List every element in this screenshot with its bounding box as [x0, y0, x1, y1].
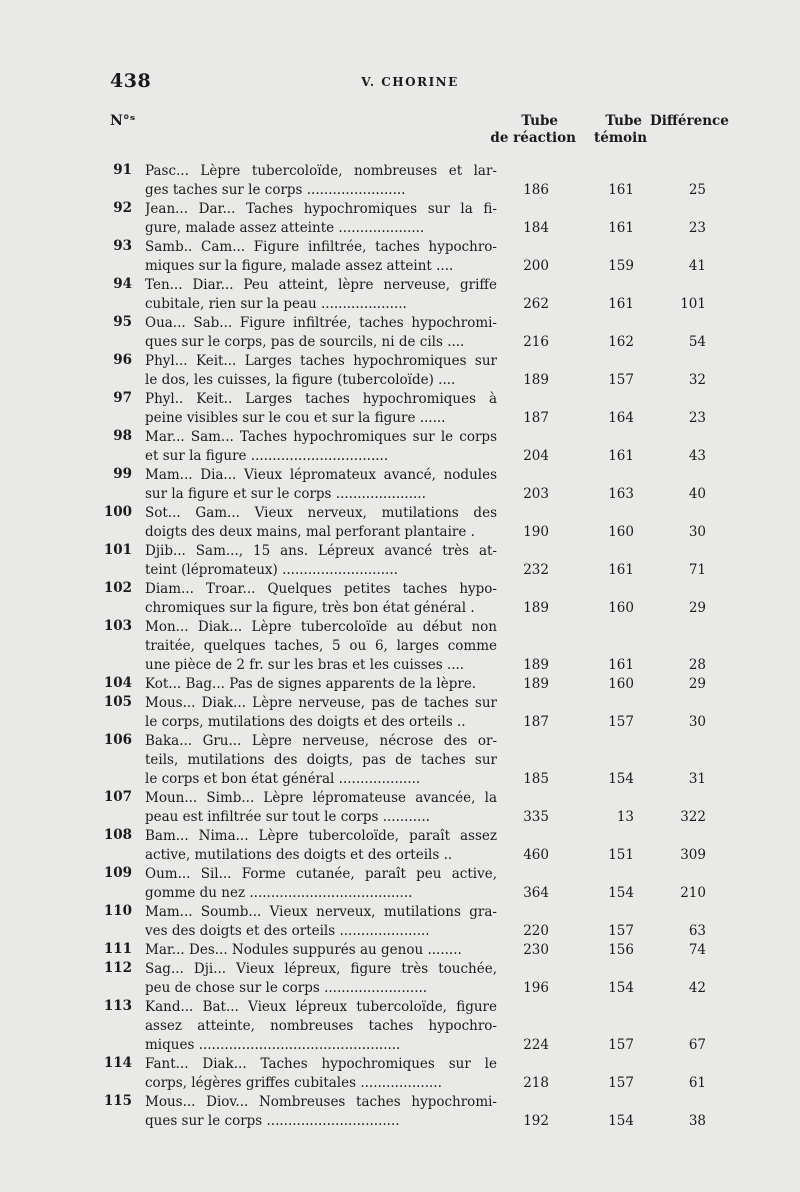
entry-text-line: peu de chose sur le corps ........................: [145, 980, 428, 996]
value-difference: 38: [688, 1113, 706, 1129]
entry-text-line: assez atteinte, nombreuses taches hypochro-: [145, 1018, 497, 1034]
value-reaction: 189: [523, 372, 549, 388]
value-difference: 29: [688, 600, 706, 616]
entry-number: 109: [103, 865, 132, 881]
value-difference: 23: [688, 220, 706, 236]
column-header-temoin-line1: Tube: [605, 113, 642, 129]
value-temoin: 161: [608, 448, 634, 464]
entry-text-line: miques sur la figure, malade assez atteint ....: [145, 258, 454, 274]
value-difference: 30: [688, 714, 706, 730]
value-reaction: 218: [523, 1075, 549, 1091]
value-difference: 29: [688, 676, 706, 692]
value-temoin: 161: [608, 182, 634, 198]
value-difference: 71: [688, 562, 706, 578]
value-difference: 31: [688, 771, 706, 787]
value-temoin: 157: [608, 923, 634, 939]
value-temoin: 160: [608, 676, 634, 692]
entry-text-line: Samb.. Cam... Figure infiltrée, taches hypochro-: [145, 239, 497, 255]
entry-number: 97: [113, 390, 132, 406]
entry-number: 94: [113, 276, 132, 292]
entry-text-line: corps, légères griffes cubitales ...................: [145, 1075, 442, 1091]
entry-number: 107: [103, 789, 132, 805]
entry-text-line: cubitale, rien sur la peau ....................: [145, 296, 407, 312]
value-reaction: 335: [523, 809, 549, 825]
entry-number: 111: [103, 941, 132, 957]
value-difference: 61: [688, 1075, 706, 1091]
entry-text-line: le corps, mutilations des doigts et des orteils ..: [145, 714, 466, 730]
value-temoin: 162: [608, 334, 634, 350]
value-reaction: 184: [523, 220, 549, 236]
entry-number: 91: [113, 162, 132, 178]
value-reaction: 196: [523, 980, 549, 996]
value-temoin: 157: [608, 1075, 634, 1091]
value-reaction: 189: [523, 676, 549, 692]
value-reaction: 189: [523, 657, 549, 673]
value-temoin: 157: [608, 372, 634, 388]
column-header-temoin-line2: témoin: [594, 130, 648, 146]
entry-text-line: Sag... Dji... Vieux lépreux, figure très touchée,: [145, 961, 497, 977]
entry-text-line: Mar... Des... Nodules suppurés au genou ........: [145, 942, 462, 958]
entry-number: 104: [103, 675, 132, 691]
value-difference: 309: [680, 847, 706, 863]
value-reaction: 185: [523, 771, 549, 787]
entry-text-line: traitée, quelques taches, 5 ou 6, larges comme: [145, 638, 497, 654]
running-head: V. CHORINE: [361, 75, 459, 89]
value-difference: 41: [688, 258, 706, 274]
value-difference: 30: [688, 524, 706, 540]
entry-number: 113: [103, 998, 132, 1014]
value-temoin: 163: [608, 486, 634, 502]
entry-text-line: peine visibles sur le cou et sur la figure ......: [145, 410, 446, 426]
value-reaction: 204: [523, 448, 549, 464]
entry-text-line: teint (lépromateux) ...........................: [145, 562, 398, 578]
entry-number: 101: [103, 542, 132, 558]
value-temoin: 156: [608, 942, 634, 958]
page-number: 438: [110, 70, 152, 92]
value-temoin: 164: [608, 410, 634, 426]
value-reaction: 189: [523, 600, 549, 616]
value-temoin: 161: [608, 220, 634, 236]
value-difference: 40: [688, 486, 706, 502]
entry-number: 108: [103, 827, 132, 843]
value-temoin: 159: [608, 258, 634, 274]
value-reaction: 192: [523, 1113, 549, 1129]
entry-number: 112: [103, 960, 132, 976]
value-reaction: 187: [523, 410, 549, 426]
value-reaction: 190: [523, 524, 549, 540]
value-reaction: 186: [523, 182, 549, 198]
value-difference: 74: [688, 942, 706, 958]
value-temoin: 154: [608, 885, 634, 901]
entry-text-line: ques sur le corps ...............................: [145, 1113, 400, 1129]
value-reaction: 187: [523, 714, 549, 730]
entry-number: 110: [103, 903, 132, 919]
value-reaction: 200: [523, 258, 549, 274]
entry-text-line: Phyl... Keit... Larges taches hypochromiques sur: [145, 353, 497, 369]
value-temoin: 160: [608, 524, 634, 540]
entry-text-line: Kand... Bat... Vieux lépreux tubercoloïde, figure: [145, 999, 497, 1015]
entry-text-line: Oua... Sab... Figure infiltrée, taches hypochromi-: [145, 315, 497, 331]
value-reaction: 203: [523, 486, 549, 502]
entry-number: 114: [103, 1055, 132, 1071]
value-temoin: 151: [608, 847, 634, 863]
entry-text-line: Mam... Soumb... Vieux nerveux, mutilations gra-: [145, 904, 497, 920]
entry-text-line: ges taches sur le corps .......................: [145, 182, 406, 198]
entry-text-line: teils, mutilations des doigts, pas de taches sur: [145, 752, 497, 768]
entry-text-line: Mam... Dia... Vieux lépromateux avancé, nodules: [145, 467, 497, 483]
column-header-reaction-line1: Tube: [521, 113, 558, 129]
value-difference: 54: [688, 334, 706, 350]
column-header-difference: Différence: [650, 113, 729, 129]
entry-text-line: gomme du nez ......................................: [145, 885, 413, 901]
value-reaction: 460: [523, 847, 549, 863]
entry-number: 99: [113, 466, 132, 482]
entry-text-line: une pièce de 2 fr. sur les bras et les cuisses ....: [145, 657, 465, 673]
entry-text-line: Bam... Nima... Lèpre tubercoloïde, paraît assez: [145, 828, 497, 844]
entry-text-line: Pasc... Lèpre tubercoloïde, nombreuses et lar-: [145, 163, 497, 179]
entry-text-line: Ten... Diar... Peu atteint, lèpre nerveuse, griffe: [145, 277, 497, 293]
entry-number: 93: [113, 238, 132, 254]
value-temoin: 154: [608, 771, 634, 787]
value-reaction: 220: [523, 923, 549, 939]
value-difference: 43: [688, 448, 706, 464]
entry-text-line: Jean... Dar... Taches hypochromiques sur la fi-: [145, 201, 497, 217]
value-temoin: 157: [608, 714, 634, 730]
entry-text-line: Oum... Sil... Forme cutanée, paraît peu active,: [145, 866, 497, 882]
value-difference: 210: [680, 885, 706, 901]
value-difference: 28: [688, 657, 706, 673]
entry-number: 102: [103, 580, 132, 596]
value-difference: 63: [688, 923, 706, 939]
entry-text-line: Diam... Troar... Quelques petites taches hypo-: [145, 581, 497, 597]
entry-text-line: gure, malade assez atteinte ....................: [145, 220, 425, 236]
entry-text-line: le dos, les cuisses, la figure (tubercoloïde) ....: [145, 372, 456, 388]
value-temoin: 157: [608, 1037, 634, 1053]
entry-text-line: Mous... Diov... Nombreuses taches hypochromi-: [145, 1094, 497, 1110]
entry-text-line: Mar... Sam... Taches hypochromiques sur le corps: [145, 429, 497, 445]
value-temoin: 161: [608, 657, 634, 673]
value-temoin: 160: [608, 600, 634, 616]
value-reaction: 230: [523, 942, 549, 958]
entry-text-line: Mon... Diak... Lèpre tubercoloïde au début non: [145, 619, 497, 635]
value-temoin: 13: [616, 809, 634, 825]
value-reaction: 364: [523, 885, 549, 901]
value-reaction: 262: [523, 296, 549, 312]
entry-number: 98: [113, 428, 132, 444]
value-difference: 322: [680, 809, 706, 825]
entry-number: 103: [103, 618, 132, 634]
entry-text-line: et sur la figure ................................: [145, 448, 389, 464]
value-reaction: 216: [523, 334, 549, 350]
column-header-reaction-line2: de réaction: [490, 130, 576, 146]
value-reaction: 232: [523, 562, 549, 578]
entry-text-line: Sot... Gam... Vieux nerveux, mutilations des: [145, 505, 497, 521]
value-difference: 32: [688, 372, 706, 388]
value-temoin: 161: [608, 562, 634, 578]
value-difference: 67: [688, 1037, 706, 1053]
value-difference: 101: [680, 296, 706, 312]
entry-text-line: sur la figure et sur le corps .....................: [145, 486, 426, 502]
entry-number: 106: [103, 732, 132, 748]
value-difference: 23: [688, 410, 706, 426]
entry-text-line: Mous... Diak... Lèpre nerveuse, pas de taches sur: [145, 695, 497, 711]
column-header-number: N°ˢ: [110, 113, 136, 129]
entry-text-line: Baka... Gru... Lèpre nerveuse, nécrose des or-: [145, 733, 497, 749]
entry-number: 105: [103, 694, 132, 710]
value-reaction: 224: [523, 1037, 549, 1053]
entry-text-line: Phyl.. Keit.. Larges taches hypochromiques à: [145, 391, 497, 407]
entry-number: 100: [103, 504, 132, 520]
entry-text-line: doigts des deux mains, mal perforant plantaire .: [145, 524, 475, 540]
entry-number: 95: [113, 314, 132, 330]
entry-number: 115: [103, 1093, 132, 1109]
entry-text-line: miques ...............................................: [145, 1037, 401, 1053]
entry-text-line: ves des doigts et des orteils .....................: [145, 923, 430, 939]
value-temoin: 154: [608, 980, 634, 996]
entry-text-line: chromiques sur la figure, très bon état général .: [145, 600, 475, 616]
value-difference: 25: [688, 182, 706, 198]
value-difference: 42: [688, 980, 706, 996]
entry-text-line: ques sur le corps, pas de sourcils, ni de cils ....: [145, 334, 465, 350]
entry-text-line: active, mutilations des doigts et des orteils ..: [145, 847, 453, 863]
entry-text-line: Fant... Diak... Taches hypochromiques sur le: [145, 1056, 497, 1072]
value-temoin: 154: [608, 1113, 634, 1129]
entry-number: 96: [113, 352, 132, 368]
value-temoin: 161: [608, 296, 634, 312]
entry-number: 92: [113, 200, 132, 216]
entry-text-line: le corps et bon état général ...................: [145, 771, 421, 787]
entry-text-line: Kot... Bag... Pas de signes apparents de la lèpre.: [145, 676, 477, 692]
entry-text-line: Moun... Simb... Lèpre lépromateuse avancée, la: [145, 790, 497, 806]
entry-text-line: Djib... Sam..., 15 ans. Lépreux avancé très at-: [145, 543, 497, 559]
entry-text-line: peau est infiltrée sur tout le corps ...........: [145, 809, 430, 825]
